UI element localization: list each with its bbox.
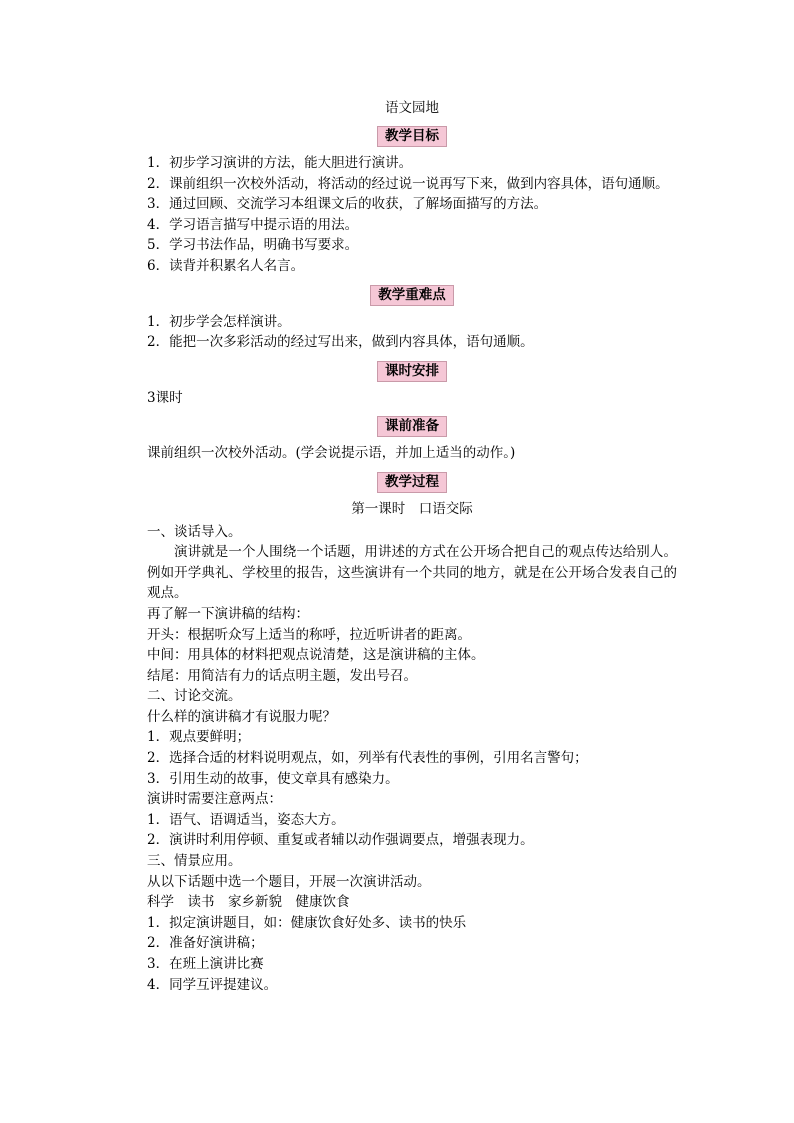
list-item: 三、情景应用。: [147, 853, 242, 870]
list-item: 2．演讲时利用停顿、重复或者辅以动作强调要点，增强表现力。: [147, 832, 534, 849]
list-item: 2．课前组织一次校外活动，将活动的经过说一说再写下来，做到内容具体，语句通顺。: [147, 175, 669, 192]
section-heading-label: 教学目标: [377, 126, 447, 147]
paragraph: 演讲就是一个人围绕一个话题，用讲述的方式在公开场合把自己的观点传达给别人。例如开学典礼、学校里的报告，这些演讲有一个共同的地方，就是在公开场合发表自己的观点。: [147, 544, 677, 602]
section-heading-schedule: [147, 361, 677, 382]
schedule-text: 3课时: [147, 389, 183, 406]
list-item: 结尾：用简洁有力的话点明主题，发出号召。: [147, 667, 417, 684]
list-item: 1．拟定演讲题目，如：健康饮食好处多、读书的快乐: [147, 914, 467, 931]
section-heading-label: 课时安排: [377, 361, 447, 382]
section-heading-label: 教学过程: [377, 472, 447, 493]
prep-text: 课前组织一次校外活动。(学会说提示语，并加上适当的动作。): [147, 445, 516, 462]
list-item: 演讲时需要注意两点：: [147, 791, 282, 808]
section-heading-prep: [147, 416, 677, 437]
keypoints-list: [147, 312, 677, 353]
document-title: 语文园地: [385, 100, 439, 116]
list-item: 2．准备好演讲稿；: [147, 935, 264, 952]
list-item: 二、讨论交流。: [147, 688, 242, 705]
list-item: 科学 读书 家乡新貌 健康饮食: [147, 894, 350, 911]
list-item: 什么样的演讲稿才有说服力呢？: [147, 708, 336, 725]
list-item: 6．读背并积累名人名言。: [147, 257, 305, 274]
section-heading-label: 教学重难点: [370, 285, 454, 306]
list-item: 1．初步学会怎样演讲。: [147, 313, 291, 330]
section-heading-process: [147, 472, 677, 493]
section-heading-keypoints: [147, 285, 677, 306]
list-item: 一、谈话导入。: [147, 523, 242, 540]
list-item: 5．学习书法作品，明确书写要求。: [147, 237, 359, 254]
list-item: 1．语气、语调适当，姿态大方。: [147, 811, 345, 828]
list-item: 从以下话题中选一个题目，开展一次演讲活动。: [147, 873, 431, 890]
list-item: 开头：根据听众写上适当的称呼，拉近听讲者的距离。: [147, 626, 471, 643]
section-heading-label: 课前准备: [377, 416, 447, 437]
document-content: [147, 98, 677, 995]
list-item: 1．初步学习演讲的方法，能大胆进行演讲。: [147, 155, 413, 171]
goals-list: [147, 153, 677, 277]
section-heading-goals: [147, 126, 677, 147]
list-item: 3．在班上演讲比赛: [147, 956, 264, 972]
list-item: 中间：用具体的材料把观点说清楚，这是演讲稿的主体。: [147, 647, 485, 664]
list-item: 3．通过回顾、交流学习本组课文后的收获，了解场面描写的方法。: [147, 196, 548, 213]
lesson-title: 第一课时 口语交际: [351, 500, 473, 517]
list-item: 3．引用生动的故事，使文章具有感染力。: [147, 770, 399, 787]
list-item: 4．同学互评提建议。: [147, 976, 278, 993]
list-item: 1．观点要鲜明；: [147, 729, 251, 746]
list-item: 2．能把一次多彩活动的经过写出来，做到内容具体，语句通顺。: [147, 334, 534, 351]
process-lines: [147, 522, 677, 996]
list-item: 2．选择合适的材料说明观点，如，列举有代表性的事例，引用名言警句；: [147, 750, 588, 767]
list-item: 再了解一下演讲稿的结构：: [147, 605, 309, 622]
list-item: 4．学习语言描写中提示语的用法。: [147, 216, 359, 233]
